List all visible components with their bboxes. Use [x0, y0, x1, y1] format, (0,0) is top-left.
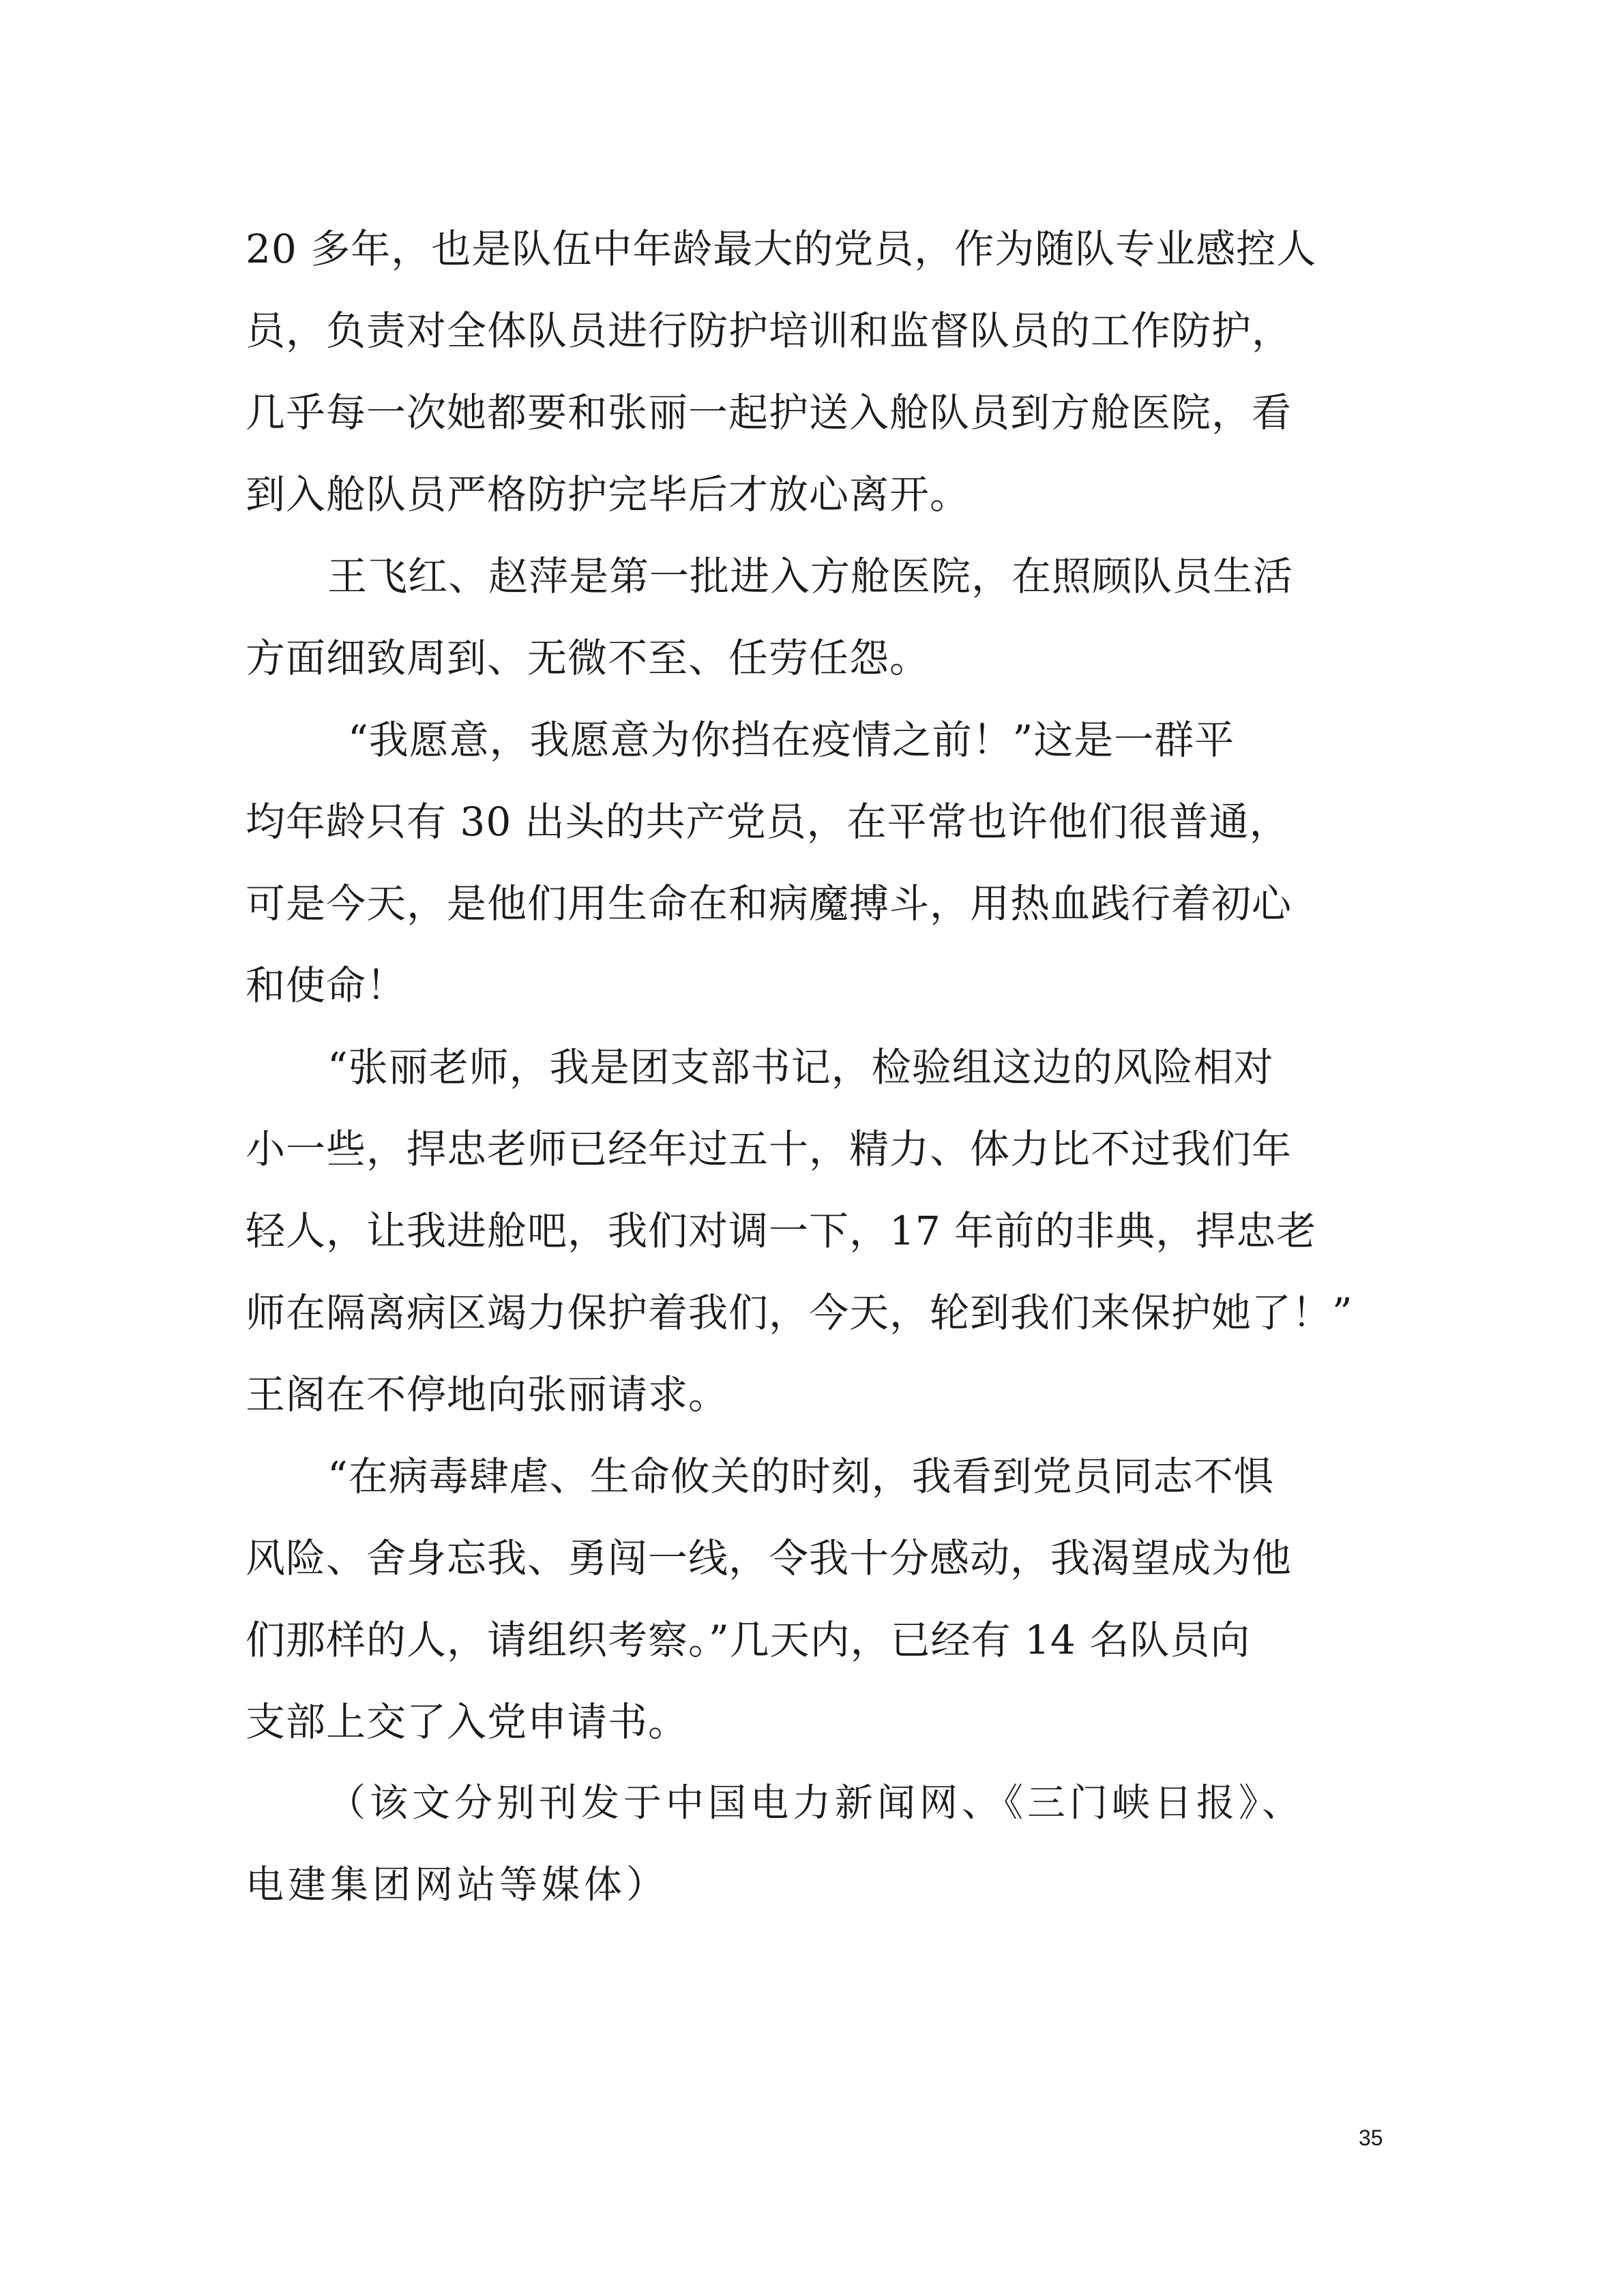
text-line: “张丽老师，我是团支部书记，检验组这边的风险相对	[327, 1044, 1274, 1090]
text-line: 20 多年，也是队伍中年龄最大的党员，作为随队专业感控人	[246, 226, 1317, 272]
text-line: 几乎每一次她都要和张丽一起护送入舱队员到方舱医院，看	[246, 389, 1293, 436]
text-line: 支部上交了入党申请书。	[246, 1699, 689, 1745]
text-line: 可是今天，是他们用生命在和病魔搏斗，用热血践行着初心	[246, 880, 1293, 927]
source-note-line: （该文分别刊发于中国电力新闻网、《三门峡日报》、	[327, 1781, 1304, 1825]
source-note-line: 电建集团网站等媒体）	[246, 1863, 668, 1907]
text-line: 员，负责对全体队员进行防护培训和监督队员的工作防护，	[246, 308, 1293, 354]
text-line: 轻人，让我进舱吧，我们对调一下，17 年前的非典，捍忠老	[246, 1208, 1317, 1254]
text-line: 方面细致周到、无微不至、任劳任怨。	[246, 635, 930, 681]
text-line: 到入舱队员严格防护完毕后才放心离开。	[246, 471, 971, 518]
text-line: 和使命！	[246, 962, 407, 1009]
text-line: “在病毒肆虐、生命攸关的时刻，我看到党员同志不惧	[327, 1453, 1274, 1500]
text-line: 小一些，捍忠老师已经年过五十，精力、体力比不过我们年	[246, 1126, 1293, 1172]
page-number: 35	[1359, 2126, 1383, 2150]
text-line: 师在隔离病区竭力保护着我们，今天，轮到我们来保护她了！”	[246, 1289, 1353, 1336]
text-line: 王阁在不停地向张丽请求。	[246, 1371, 729, 1418]
text-line: “我愿意，我愿意为你挡在疫情之前！”这是一群平	[348, 717, 1235, 763]
text-line: 风险、舍身忘我、勇闯一线，令我十分感动，我渴望成为他	[246, 1535, 1293, 1581]
text-line: 王飞红、赵萍是第一批进入方舱医院，在照顾队员生活	[327, 553, 1294, 599]
text-line: 均年龄只有 30 出头的共产党员，在平常也许他们很普通，	[246, 799, 1290, 845]
text-line: 们那样的人，请组织考察。”几天内，已经有 14 名队员向	[246, 1617, 1251, 1663]
